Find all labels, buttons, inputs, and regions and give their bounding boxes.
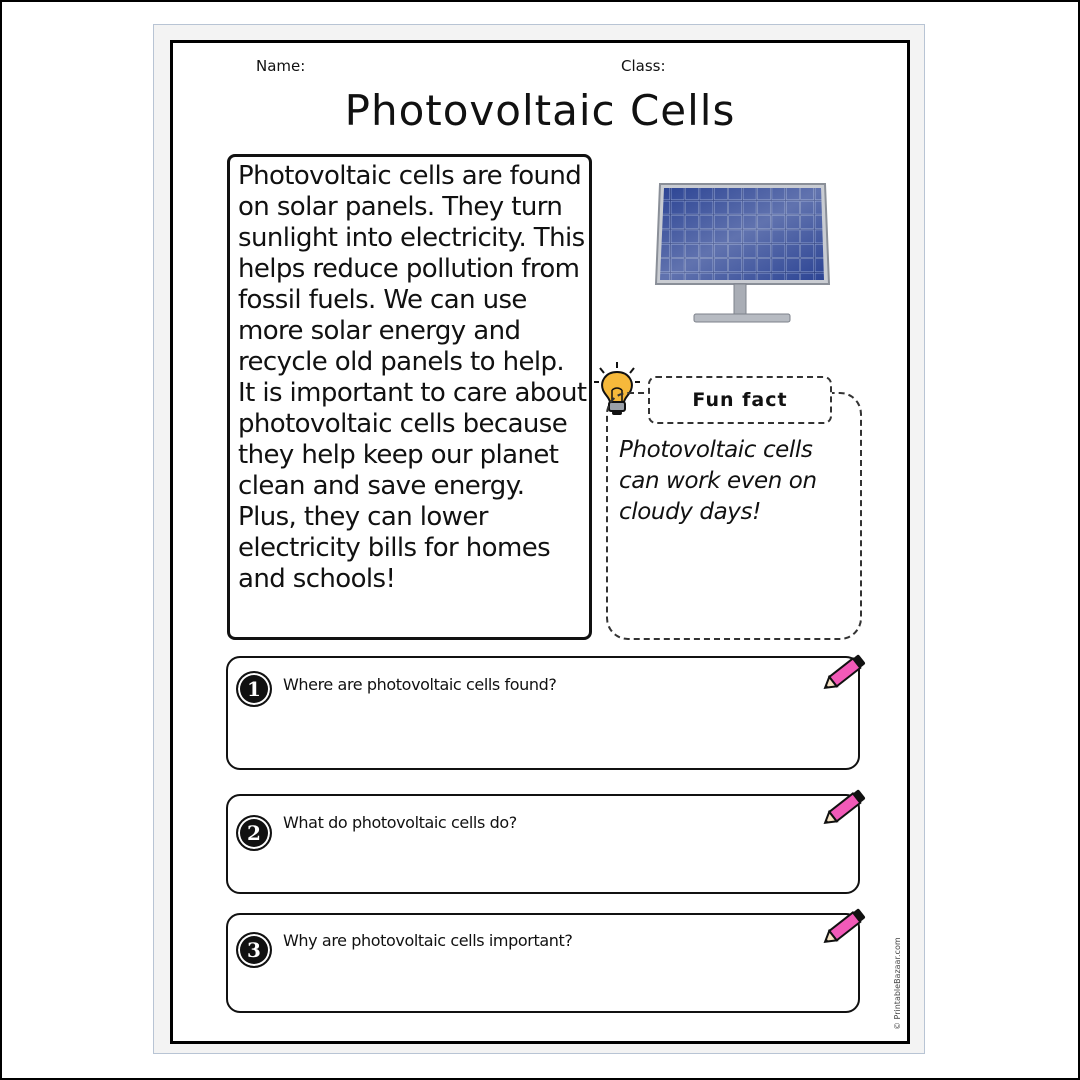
question-1-text: Where are photovoltaic cells found?: [283, 675, 557, 694]
question-number-3: 3: [236, 932, 272, 968]
question-3-text: Why are photovoltaic cells important?: [283, 931, 573, 950]
fun-fact-label: Fun fact: [648, 376, 832, 424]
question-number-2: 2: [236, 815, 272, 851]
class-label: Class:: [621, 57, 666, 75]
pencil-icon: [818, 650, 870, 696]
question-number-1: 1: [236, 671, 272, 707]
passage-text: Photovoltaic cells are found on solar panels. They turn sunlight into electricity. This helps reduce pollution from fossil fuels. We can use more solar energy and recycle old panels to help. It is important to care about photovoltaic cells because they help keep our planet clean and save energy. Plus, they can lower electricity bills for homes and schools!: [238, 161, 587, 594]
copyright-text: © PrintableBazaar.com: [893, 937, 902, 1030]
pencil-icon: [818, 785, 870, 831]
answer-box-2[interactable]: [226, 794, 860, 894]
page-title: Photovoltaic Cells: [344, 86, 736, 135]
answer-box-1[interactable]: [226, 656, 860, 770]
pencil-icon: [818, 904, 870, 950]
name-label: Name:: [256, 57, 306, 75]
solar-panel-icon: [650, 180, 835, 328]
answer-box-3[interactable]: [226, 913, 860, 1013]
question-2-text: What do photovoltaic cells do?: [283, 813, 517, 832]
fun-fact-text: Photovoltaic cells can work even on cloudy days!: [619, 437, 817, 525]
